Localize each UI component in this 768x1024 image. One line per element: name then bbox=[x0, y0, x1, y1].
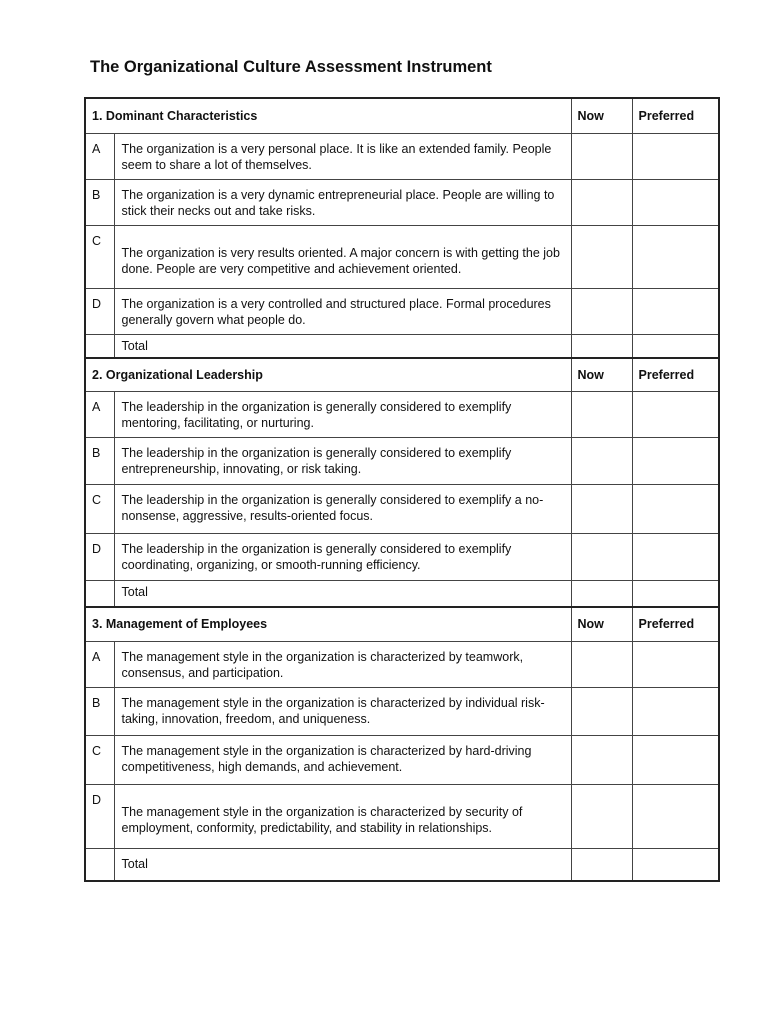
section-header-row bbox=[85, 358, 719, 391]
item-description: The leadership in the organization is generally considered to exemplify a no-nonsense, aggressive, results-oriented focus. bbox=[114, 484, 571, 533]
now-total-cell[interactable] bbox=[571, 848, 632, 881]
item-letter: A bbox=[85, 391, 114, 437]
table-row bbox=[85, 288, 719, 334]
preferred-score-cell[interactable] bbox=[632, 437, 719, 484]
now-score-cell[interactable] bbox=[571, 437, 632, 484]
now-column-header: Now bbox=[571, 98, 632, 133]
now-total-cell[interactable] bbox=[571, 580, 632, 607]
item-description: The organization is a very dynamic entrepreneurial place. People are willing to stick their necks out and take risks. bbox=[114, 179, 571, 225]
item-description: The leadership in the organization is generally considered to exemplify coordinating, organizing, or smooth-running efficiency. bbox=[114, 533, 571, 580]
total-row bbox=[85, 334, 719, 358]
now-score-cell[interactable] bbox=[571, 784, 632, 848]
section-header-row bbox=[85, 607, 719, 641]
now-score-cell[interactable] bbox=[571, 641, 632, 687]
item-letter: C bbox=[85, 225, 114, 288]
now-score-cell[interactable] bbox=[571, 484, 632, 533]
total-label: Total bbox=[114, 848, 571, 881]
item-letter: A bbox=[85, 133, 114, 179]
preferred-score-cell[interactable] bbox=[632, 225, 719, 288]
now-score-cell[interactable] bbox=[571, 533, 632, 580]
preferred-score-cell[interactable] bbox=[632, 641, 719, 687]
section-header-row bbox=[85, 98, 719, 133]
item-description: The organization is a very personal place. It is like an extended family. People seem to share a lot of themselves. bbox=[114, 133, 571, 179]
section-heading: 1. Dominant Characteristics bbox=[85, 98, 571, 133]
now-score-cell[interactable] bbox=[571, 735, 632, 784]
preferred-column-header: Preferred bbox=[632, 98, 719, 133]
item-description: The organization is very results oriented. A major concern is with getting the job done. People are very competitive and achievement oriented. bbox=[114, 225, 571, 288]
table-row bbox=[85, 391, 719, 437]
preferred-score-cell[interactable] bbox=[632, 288, 719, 334]
preferred-total-cell[interactable] bbox=[632, 334, 719, 358]
assessment-table bbox=[84, 97, 720, 882]
item-description: The leadership in the organization is generally considered to exemplify entrepreneurship, innovating, or risk taking. bbox=[114, 437, 571, 484]
preferred-column-header: Preferred bbox=[632, 607, 719, 641]
section-heading: 2. Organizational Leadership bbox=[85, 358, 571, 391]
table-row bbox=[85, 133, 719, 179]
total-spacer bbox=[85, 334, 114, 358]
preferred-column-header: Preferred bbox=[632, 358, 719, 391]
preferred-total-cell[interactable] bbox=[632, 580, 719, 607]
total-label: Total bbox=[114, 334, 571, 358]
now-column-header: Now bbox=[571, 358, 632, 391]
preferred-score-cell[interactable] bbox=[632, 784, 719, 848]
item-description: The management style in the organization is characterized by security of employment, conformity, predictability, and stability in relationships. bbox=[114, 784, 571, 848]
item-letter: A bbox=[85, 641, 114, 687]
item-letter: B bbox=[85, 437, 114, 484]
now-score-cell[interactable] bbox=[571, 687, 632, 735]
preferred-total-cell[interactable] bbox=[632, 848, 719, 881]
item-letter: B bbox=[85, 687, 114, 735]
total-row bbox=[85, 848, 719, 881]
table-row bbox=[85, 533, 719, 580]
item-description: The leadership in the organization is generally considered to exemplify mentoring, facilitating, or nurturing. bbox=[114, 391, 571, 437]
item-description: The organization is a very controlled and structured place. Formal procedures generally govern what people do. bbox=[114, 288, 571, 334]
total-spacer bbox=[85, 848, 114, 881]
item-letter: D bbox=[85, 288, 114, 334]
page-title: The Organizational Culture Assessment Instrument bbox=[90, 58, 492, 76]
item-letter: C bbox=[85, 484, 114, 533]
preferred-score-cell[interactable] bbox=[632, 484, 719, 533]
table-row bbox=[85, 735, 719, 784]
preferred-score-cell[interactable] bbox=[632, 133, 719, 179]
now-score-cell[interactable] bbox=[571, 133, 632, 179]
now-score-cell[interactable] bbox=[571, 225, 632, 288]
table-row bbox=[85, 484, 719, 533]
table-row bbox=[85, 641, 719, 687]
total-spacer bbox=[85, 580, 114, 607]
now-column-header: Now bbox=[571, 607, 632, 641]
table-row bbox=[85, 784, 719, 848]
now-total-cell[interactable] bbox=[571, 334, 632, 358]
preferred-score-cell[interactable] bbox=[632, 735, 719, 784]
total-row bbox=[85, 580, 719, 607]
now-score-cell[interactable] bbox=[571, 179, 632, 225]
preferred-score-cell[interactable] bbox=[632, 533, 719, 580]
table-row bbox=[85, 179, 719, 225]
item-letter: D bbox=[85, 784, 114, 848]
section-heading: 3. Management of Employees bbox=[85, 607, 571, 641]
table-row bbox=[85, 687, 719, 735]
now-score-cell[interactable] bbox=[571, 288, 632, 334]
item-letter: D bbox=[85, 533, 114, 580]
preferred-score-cell[interactable] bbox=[632, 687, 719, 735]
total-label: Total bbox=[114, 580, 571, 607]
item-letter: B bbox=[85, 179, 114, 225]
preferred-score-cell[interactable] bbox=[632, 179, 719, 225]
item-letter: C bbox=[85, 735, 114, 784]
table-row bbox=[85, 437, 719, 484]
preferred-score-cell[interactable] bbox=[632, 391, 719, 437]
item-description: The management style in the organization is characterized by individual risk-taking, innovation, freedom, and uniqueness. bbox=[114, 687, 571, 735]
table-row bbox=[85, 225, 719, 288]
item-description: The management style in the organization is characterized by teamwork, consensus, and participation. bbox=[114, 641, 571, 687]
now-score-cell[interactable] bbox=[571, 391, 632, 437]
item-description: The management style in the organization is characterized by hard-driving competitiveness, high demands, and achievement. bbox=[114, 735, 571, 784]
